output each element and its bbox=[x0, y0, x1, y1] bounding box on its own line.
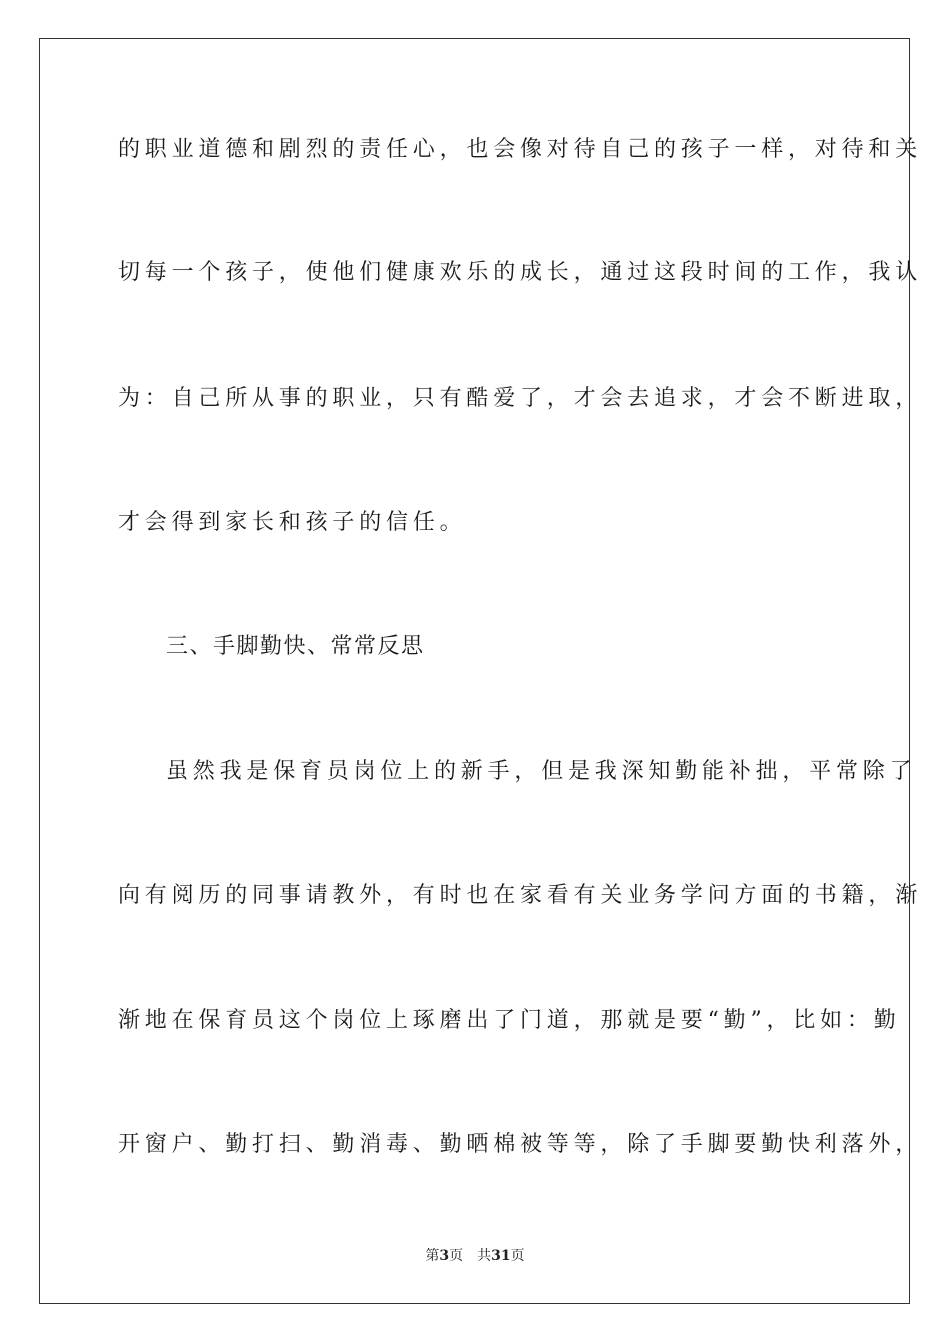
page-footer bbox=[0, 1246, 950, 1266]
total-prefix: 共 bbox=[477, 1248, 492, 1264]
body-text-line: 渐地在保育员这个岗位上琢磨出了门道，那就是要“勤”，比如：勤 bbox=[118, 1008, 901, 1033]
page-number: 3 bbox=[439, 1248, 450, 1264]
body-text-line: 开窗户、勤打扫、勤消毒、勤晒棉被等等，除了手脚要勤快利落外， bbox=[118, 1132, 923, 1157]
body-text-line: 才会得到家长和孩子的信任。 bbox=[118, 510, 467, 535]
page-prefix: 第 bbox=[425, 1248, 440, 1264]
section-heading: 三、手脚勤快、常常反思 bbox=[166, 634, 425, 659]
body-text-line: 的职业道德和剧烈的责任心，也会像对待自己的孩子一样，对待和关 bbox=[118, 137, 923, 162]
total-suffix: 页 bbox=[510, 1248, 525, 1264]
page-border bbox=[39, 38, 923, 1304]
body-text-line: 为：自己所从事的职业，只有酷爱了，才会去追求，才会不断进取， bbox=[118, 386, 923, 411]
page-suffix: 页 bbox=[449, 1248, 464, 1264]
body-text-line: 切每一个孩子，使他们健康欢乐的成长，通过这段时间的工作，我认 bbox=[118, 260, 923, 285]
total-pages: 31 bbox=[491, 1248, 511, 1264]
body-text-line: 向有阅历的同事请教外，有时也在家看有关业务学问方面的书籍，渐 bbox=[118, 883, 923, 908]
paragraph-first-line: 虽然我是保育员岗位上的新手，但是我深知勤能补拙，平常除了 bbox=[166, 759, 917, 784]
